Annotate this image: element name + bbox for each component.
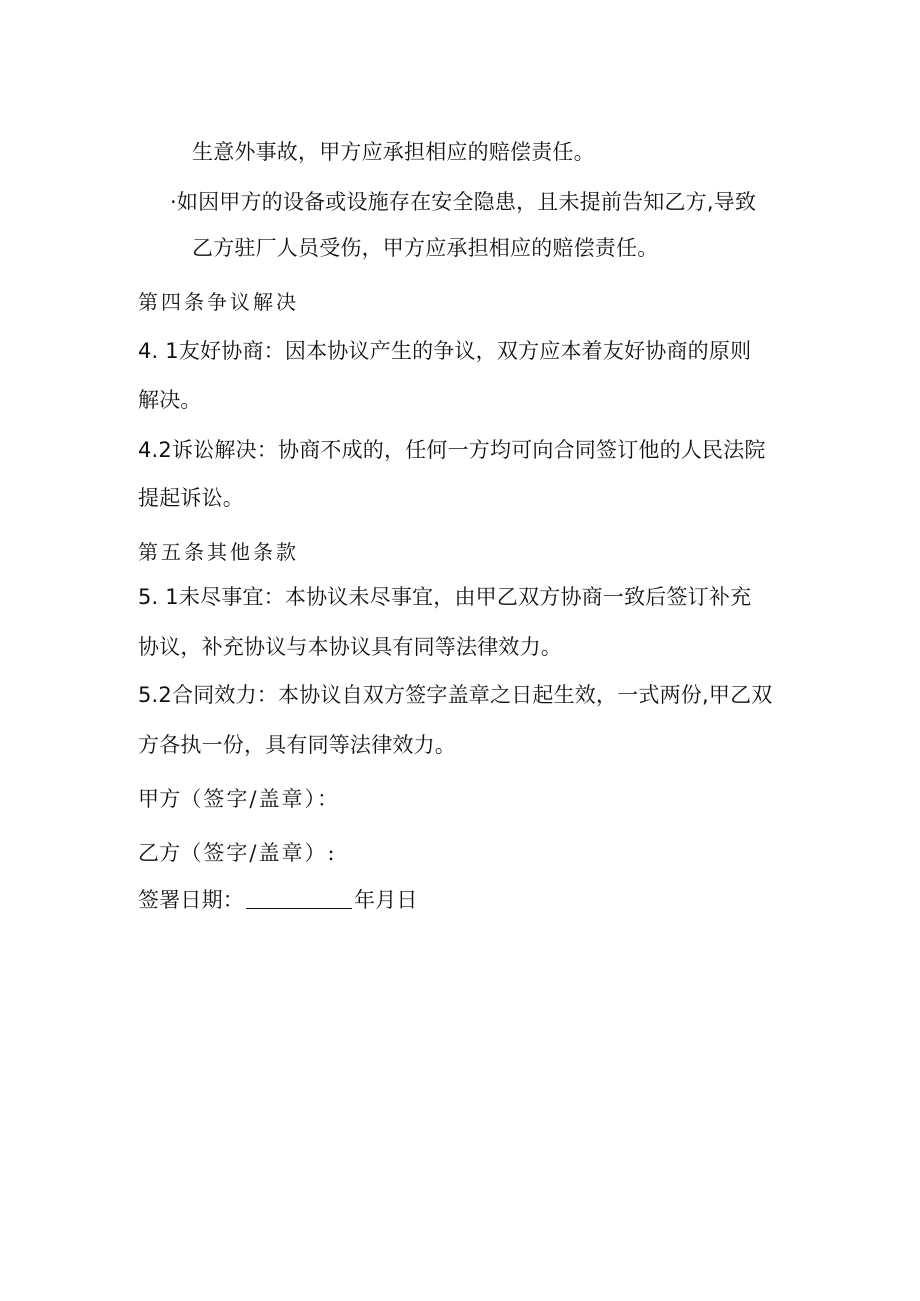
clause-5-2-line-1: 5.2合同效力：本协议自双方签字盖章之日起生效，一式两份,甲乙双 [138, 683, 773, 707]
clause-4-1-line-1: 4. 1友好协商：因本协议产生的争议，双方应本着友好协商的原则 [138, 339, 752, 363]
signing-date-blank[interactable] [246, 886, 352, 909]
clause-4-1-line-2: 解决。 [138, 388, 202, 412]
party-b-signature-line [138, 839, 337, 867]
clause-3-continuation: 生意外事故，甲方应承担相应的赔偿责任。 [192, 140, 595, 164]
party-a-prefix: 甲方 [138, 787, 181, 811]
clause-3-bullet-line-2: 乙方驻厂人员受伤，甲方应承担相应的赔偿责任。 [192, 236, 659, 260]
clause-5-1-line-1: 5. 1未尽事宜：本协议未尽事宜，由甲乙双方协商一致后签订补充 [138, 585, 752, 609]
signing-date-line [138, 886, 418, 914]
clause-4-2-line-2: 提起诉讼。 [138, 486, 244, 510]
party-a-sign-label: （签字/盖章）： [180, 787, 340, 811]
party-a-signature-line [138, 785, 340, 813]
article-5-heading: 第五条其他条款 [138, 540, 299, 564]
signing-date-suffix: 年月日 [354, 888, 418, 912]
signing-date-label: 签署日期： [138, 888, 244, 912]
clause-3-bullet-line-1: ·如因甲方的设备或设施存在安全隐患，且未提前告知乙方,导致 [170, 190, 757, 214]
clause-5-1-line-2: 协议，补充协议与本协议具有同等法律效力。 [138, 635, 562, 659]
party-b-sign-label: （签字/盖章）: [180, 841, 337, 865]
clause-5-2-line-2: 方各执一份，具有同等法律效力。 [138, 733, 456, 757]
party-b-prefix: 乙方 [138, 841, 181, 865]
article-4-heading: 第四条争议解决 [138, 290, 299, 314]
clause-4-2-line-1: 4.2诉讼解决：协商不成的，任何一方均可向合同签订他的人民法院 [138, 438, 766, 462]
